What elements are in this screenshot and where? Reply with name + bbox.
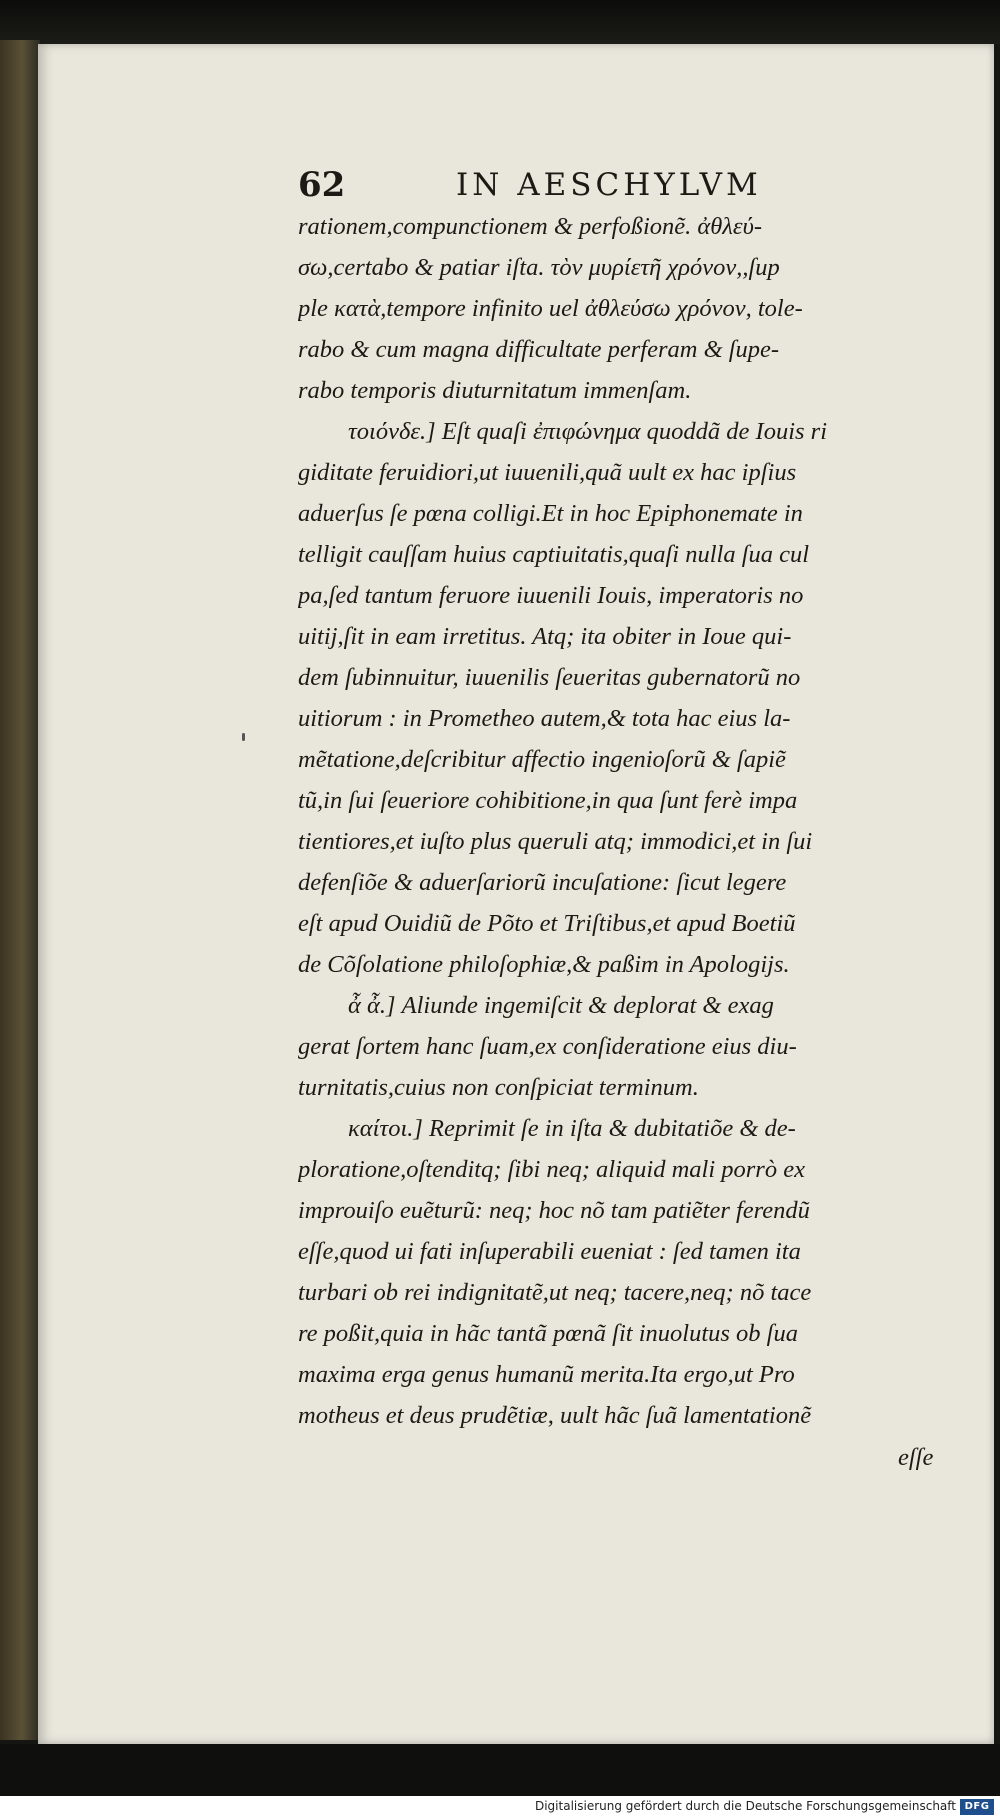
- text-line: tũ,in ſui ſeueriore cohibitione,in qua ſunt ferè impa: [298, 787, 798, 814]
- text-line: motheus et deus prudẽtiæ, uult hãc ſuã lamentationẽ: [298, 1402, 812, 1429]
- text-line: gerat ſortem hanc ſuam,ex conſideratione eius diu-: [298, 1033, 797, 1060]
- text-line: καίτοι.] Reprimit ſe in iſta & dubitatiõe & de-: [348, 1115, 796, 1142]
- text-line: eſſe,quod ui fati inſuperabili eueniat : ſed tamen ita: [298, 1238, 801, 1265]
- text-line: ple κατὰ,tempore infinito uel ἀθλεύσω χρόνον, tole-: [298, 295, 803, 322]
- funding-credit: Digitalisierung gefördert durch die Deutsche Forschungsgemeinschaft: [534, 1799, 956, 1813]
- text-line: pa,ſed tantum feruore iuuenili Iouis, imperatoris no: [298, 582, 804, 609]
- text-line: telligit cauſſam huius captiuitatis,quaſi nulla ſua cul: [298, 541, 810, 568]
- text-line: dem ſubinnuitur, iuuenilis ſeueritas gubernatorũ no: [298, 664, 801, 691]
- text-line: eſt apud Ouidiũ de Põto et Triſtibus,et apud Boetiũ: [298, 910, 796, 937]
- text-line: ἆ ἆ.] Aliunde ingemiſcit & deplorat & exag: [348, 992, 774, 1019]
- text-line: σω,certabo & patiar iſta. τὸν μυρίετῆ χρόνον,,ſup: [298, 254, 780, 281]
- text-line: rabo & cum magna difficultate perferam & ſupe-: [298, 336, 780, 363]
- text-line: turnitatis,cuius non conſpiciat terminum.: [298, 1074, 699, 1101]
- text-line: tientiores,et iuſto plus queruli atq; immodici,et in ſui: [298, 828, 813, 855]
- catchword: eſſe: [898, 1444, 934, 1471]
- book-spine-edge: [0, 40, 40, 1740]
- page-header: [298, 165, 858, 205]
- scan-top-band: [0, 0, 1000, 44]
- body-text: [298, 206, 960, 1436]
- text-line: aduerſus ſe pœna colligi.Et in hoc Epiphonemate in: [298, 500, 803, 527]
- page-number: 62: [298, 165, 346, 205]
- text-line: rationem,compunctionem & perfoßionẽ. ἀθλεύ-: [298, 213, 762, 240]
- dfg-logo-icon[interactable]: DFG: [960, 1799, 994, 1815]
- text-line: turbari ob rei indignitatẽ,ut neq; tacere,neq; nõ tace: [298, 1279, 812, 1306]
- text-line: τοιόνδε.] Eſt quaſi ἐπιφώνημα quoddã de Iouis ri: [348, 418, 828, 445]
- digitization-footer: [0, 1796, 1000, 1819]
- ink-speck: [242, 733, 245, 741]
- text-line: mẽtatione,deſcribitur affectio ingenioſorũ & ſapiẽ: [298, 746, 786, 773]
- text-line: uitij,ſit in eam irretitus. Atq; ita obiter in Ioue qui-: [298, 623, 792, 650]
- running-title: IN AESCHYLVM: [456, 167, 762, 203]
- text-line: improuiſo euẽturũ: neq; hoc nõ tam patiẽter ferendũ: [298, 1197, 810, 1224]
- scan-bottom-band: [0, 1744, 1000, 1796]
- text-line: uitiorum : in Prometheo autem,& tota hac eius la-: [298, 705, 791, 732]
- text-line: defenſiõe & aduerſariorũ incuſatione: ſicut legere: [298, 869, 787, 896]
- text-line: giditate feruidiori,ut iuuenili,quã uult ex hac ipſius: [298, 459, 797, 486]
- text-line: maxima erga genus humanũ merita.Ita ergo,ut Pro: [298, 1361, 795, 1388]
- text-line: rabo temporis diuturnitatum immenſam.: [298, 377, 692, 404]
- text-line: de Cõſolatione philoſophiæ,& paßim in Apologijs.: [298, 951, 790, 978]
- text-line: ploratione,oſtenditq; ſibi neq; aliquid mali porrò ex: [298, 1156, 805, 1183]
- text-line: re poßit,quia in hãc tantã pœnã ſit inuolutus ob ſua: [298, 1320, 798, 1347]
